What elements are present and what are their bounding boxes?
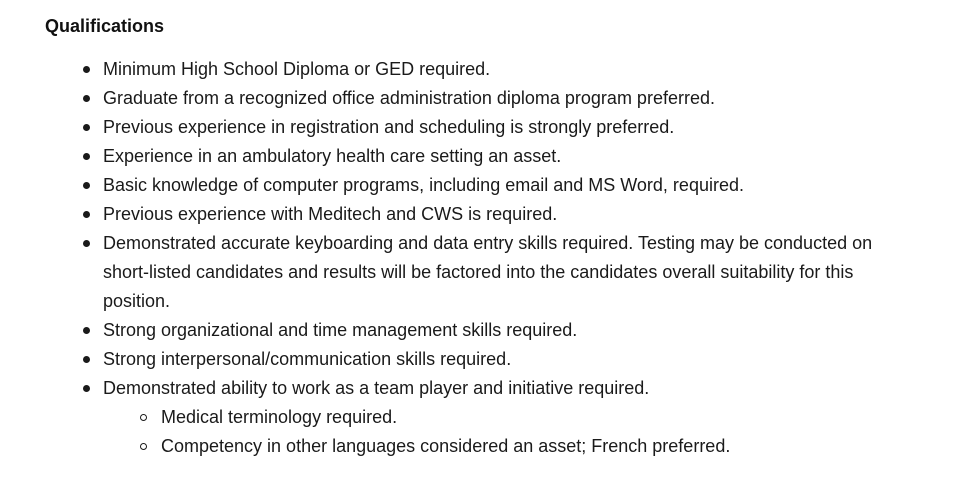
- list-item-text: Demonstrated ability to work as a team player and initiative required.: [103, 378, 650, 398]
- sub-list: [103, 403, 893, 461]
- list-item-with-sublist: [103, 374, 893, 461]
- list-item: Demonstrated accurate keyboarding and data entry skills required. Testing may be conducted on short-listed candidates and results will be factored into the candidates overall suitability for this position.: [103, 229, 893, 316]
- qualifications-list: [45, 55, 960, 461]
- list-item: Graduate from a recognized office administration diploma program preferred.: [103, 84, 893, 113]
- section-heading: Qualifications: [45, 16, 165, 36]
- sub-list-item: Medical terminology required.: [161, 403, 893, 432]
- list-item: Experience in an ambulatory health care setting an asset.: [103, 142, 893, 171]
- list-item: Minimum High School Diploma or GED required.: [103, 55, 893, 84]
- list-item: Previous experience with Meditech and CWS is required.: [103, 200, 893, 229]
- list-item: Basic knowledge of computer programs, including email and MS Word, required.: [103, 171, 893, 200]
- sub-list-item: Competency in other languages considered an asset; French preferred.: [161, 432, 893, 461]
- list-item: Strong interpersonal/communication skills required.: [103, 345, 893, 374]
- list-item: Previous experience in registration and scheduling is strongly preferred.: [103, 113, 893, 142]
- list-item: Strong organizational and time management skills required.: [103, 316, 893, 345]
